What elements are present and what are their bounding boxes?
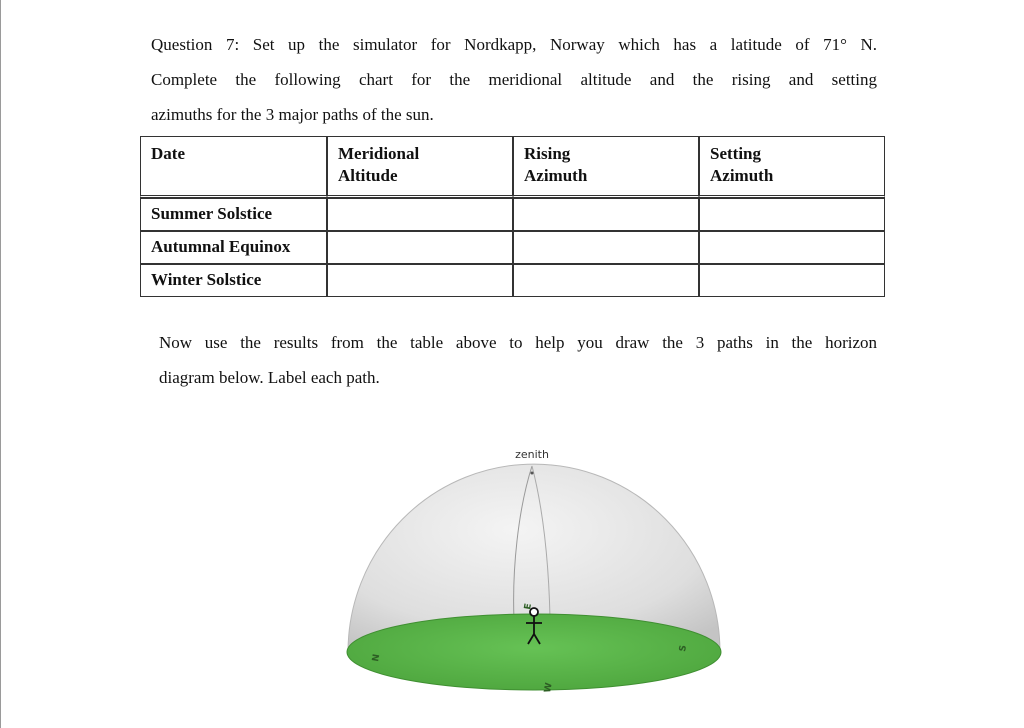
east-label: E xyxy=(523,602,535,611)
row-date-autumnal-equinox: Autumnal Equinox xyxy=(140,231,327,264)
equinox-altitude-cell[interactable] xyxy=(327,231,513,264)
header-altitude-line1: Meridional xyxy=(338,144,420,163)
zenith-label: zenith xyxy=(515,448,549,461)
equinox-setting-cell[interactable] xyxy=(699,231,885,264)
header-rising-line2: Azimuth xyxy=(524,166,588,185)
west-label: W xyxy=(543,681,555,694)
header-setting-line2: Azimuth xyxy=(710,166,774,185)
equinox-rising-cell[interactable] xyxy=(513,231,699,264)
row-date-summer-solstice: Summer Solstice xyxy=(140,198,327,231)
header-rising-line1: Rising xyxy=(524,144,571,163)
summer-rising-cell[interactable] xyxy=(513,198,699,231)
south-label: S xyxy=(678,644,690,653)
sun-paths-table xyxy=(140,136,885,297)
zenith-point xyxy=(531,472,534,475)
winter-rising-cell[interactable] xyxy=(513,264,699,297)
header-meridional-altitude xyxy=(327,136,513,198)
question-line-2: Complete the following chart for the meridional altitude and the rising and setting xyxy=(151,70,877,89)
row-date-winter-solstice: Winter Solstice xyxy=(140,264,327,297)
table-row xyxy=(140,231,885,264)
table-row xyxy=(140,264,885,297)
table-row xyxy=(140,198,885,231)
horizon-diagram xyxy=(330,440,730,725)
header-setting-line1: Setting xyxy=(710,144,761,163)
instructions-line-2: diagram below. Label each path. xyxy=(159,368,380,387)
winter-altitude-cell[interactable] xyxy=(327,264,513,297)
summer-altitude-cell[interactable] xyxy=(327,198,513,231)
north-label: N xyxy=(371,653,383,663)
header-setting-azimuth xyxy=(699,136,885,198)
question-line-3: azimuths for the 3 major paths of the sun. xyxy=(151,105,434,124)
header-rising-azimuth xyxy=(513,136,699,198)
instructions-text xyxy=(159,325,877,395)
header-date xyxy=(140,136,327,198)
header-altitude-line2: Altitude xyxy=(338,166,398,185)
summer-setting-cell[interactable] xyxy=(699,198,885,231)
instructions-line-1: Now use the results from the table above to help you draw the 3 paths in the horizon xyxy=(159,333,877,352)
question-line-1: Question 7: Set up the simulator for Nordkapp, Norway which has a latitude of 71° N. xyxy=(151,35,877,54)
header-date-label: Date xyxy=(151,144,185,163)
winter-setting-cell[interactable] xyxy=(699,264,885,297)
question-text xyxy=(151,27,877,132)
table-header-row xyxy=(140,136,885,198)
